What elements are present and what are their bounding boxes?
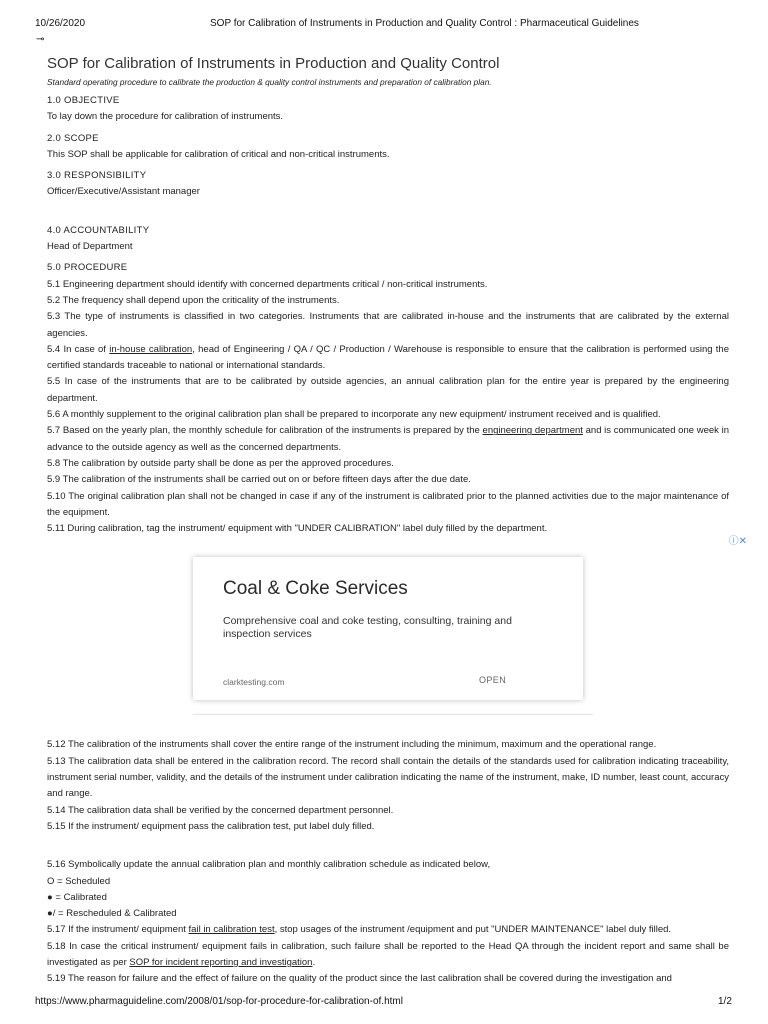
- page-subtitle: Standard operating procedure to calibrate the production & quality control instruments and preparation of calibration plan.: [47, 77, 492, 87]
- procedure-item: 5.2 The frequency shall depend upon the criticality of the instruments.: [47, 294, 340, 306]
- procedure-item: 5.11 During calibration, tag the instrument/ equipment with "UNDER CALIBRATION" label duly filled by the department.: [47, 523, 548, 535]
- legend-calibrated: ● = Calibrated: [47, 891, 107, 903]
- procedure-item: 5.18 In case the critical instrument/ equipment fails in calibration, such failure shall be reported to the Head QA through the incident report and same shall be investigated as per SOP for incident reporting and investigation.: [47, 940, 729, 968]
- ad-url[interactable]: clarktesting.com: [223, 677, 285, 688]
- legend-rescheduled: ●/ = Rescheduled & Calibrated: [47, 908, 177, 920]
- article: [47, 55, 747, 988]
- scope-text: This SOP shall be applicable for calibration of critical and non-critical instruments.: [47, 148, 390, 160]
- page-title: SOP for Calibration of Instruments in Production and Quality Control: [47, 55, 500, 72]
- print-date: 10/26/2020: [35, 18, 86, 29]
- section-heading-scope: 2.0 SCOPE: [47, 132, 99, 144]
- legend-scheduled: O = Scheduled: [47, 875, 111, 887]
- ad-open-button[interactable]: OPEN: [479, 675, 507, 686]
- responsibility-text: Officer/Executive/Assistant manager: [47, 186, 200, 198]
- procedure-item: 5.14 The calibration data shall be verified by the concerned department personnel.: [47, 804, 394, 816]
- divider: [193, 714, 593, 715]
- print-title: SOP for Calibration of Instruments in Production and Quality Control : Pharmaceutical Guidelines: [210, 18, 639, 29]
- ad-choices-close-icon[interactable]: ⓘ✕: [728, 536, 747, 548]
- procedure-item: 5.5 In case of the instruments that are to be calibrated by outside agencies, an annual calibration plan for the entire year is prepared by the engineering department.: [47, 376, 729, 404]
- link-sop-incident-reporting[interactable]: SOP for incident reporting and investigation: [129, 956, 313, 968]
- link-engineering-department[interactable]: engineering department: [482, 425, 583, 437]
- section-heading-procedure: 5.0 PROCEDURE: [47, 262, 128, 274]
- procedure-item: 5.9 The calibration of the instruments shall be carried out on or before fifteen days after the due date.: [47, 474, 471, 486]
- advertisement: [47, 536, 747, 737]
- procedure-item: 5.15 If the instrument/ equipment pass the calibration test, put label duly filled.: [47, 820, 375, 832]
- accountability-text: Head of Department: [47, 241, 133, 253]
- procedure-item: 5.8 The calibration by outside party shall be done as per the approved procedures.: [47, 457, 394, 469]
- procedure-item: 5.7 Based on the yearly plan, the monthly schedule for calibration of the instruments is prepared by the engineering department and is communicated one week in advance to the outside agency as well as the concerned departments.: [47, 425, 729, 453]
- section-heading-responsibility: 3.0 RESPONSIBILITY: [47, 170, 147, 182]
- section-heading-accountability: 4.0 ACCOUNTABILITY: [47, 224, 150, 236]
- print-url: https://www.pharmaguideline.com/2008/01/sop-for-procedure-for-calibration-of.html: [35, 996, 403, 1007]
- procedure-item: 5.3 The type of instruments is classified in two categories. Instruments that are calibrated in-house and the instruments that are calibrated by the external agencies.: [47, 311, 729, 339]
- procedure-item: 5.12 The calibration of the instruments shall cover the entire range of the instrument including the minimum, maximum and the operational range.: [47, 739, 657, 751]
- ad-card[interactable]: [193, 557, 583, 700]
- ad-description: Comprehensive coal and coke testing, consulting, training and inspection services: [223, 615, 512, 641]
- procedure-item: 5.4 In case of in-house calibration, head of Engineering / QA / QC / Production / Warehouse is responsible to ensure that the calibration is performed using the certified standards traceable to national or international standards.: [47, 343, 730, 372]
- procedure-item: 5.16 Symbolically update the annual calibration plan and monthly calibration schedule as indicated below,: [47, 859, 491, 871]
- page-number: 1/2: [718, 996, 732, 1007]
- share-arrow-icon[interactable]: ⊸: [36, 34, 45, 45]
- procedure-item: 5.6 A monthly supplement to the original calibration plan shall be prepared to incorporate any new equipment/ instrument received and is qualified.: [47, 409, 661, 421]
- procedure-item: 5.13 The calibration data shall be entered in the calibration record. The record shall contain the details of the standards used for calibration indicating traceability, instrument serial number, validity, and the details of the instrument under calibration indicating the name of the instrument, make, ID number, least count, accuracy and range.: [47, 755, 729, 800]
- procedure-item: 5.19 The reason for failure and the effect of failure on the quality of the product since the last calibration shall be covered during the investigation and: [47, 973, 672, 985]
- objective-text: To lay down the procedure for calibration of instruments.: [47, 111, 284, 123]
- link-in-house-calibration[interactable]: in-house calibration: [109, 343, 193, 355]
- procedure-item: 5.1 Engineering department should identify with concerned departments critical / non-critical instruments.: [47, 278, 488, 290]
- ad-title[interactable]: Coal & Coke Services: [223, 578, 408, 600]
- link-fail-in-calibration-test[interactable]: fail in calibration test: [188, 924, 275, 936]
- procedure-item: 5.10 The original calibration plan shall not be changed in case if any of the instrument is calibrated prior to the planned activities due to the major maintenance of the equipment.: [47, 490, 729, 518]
- section-heading-objective: 1.0 OBJECTIVE: [47, 95, 120, 106]
- procedure-item: 5.17 If the instrument/ equipment fail in calibration test, stop usages of the instrument /equipment and put "UNDER MAINTENANCE" label duly filled.: [47, 924, 672, 936]
